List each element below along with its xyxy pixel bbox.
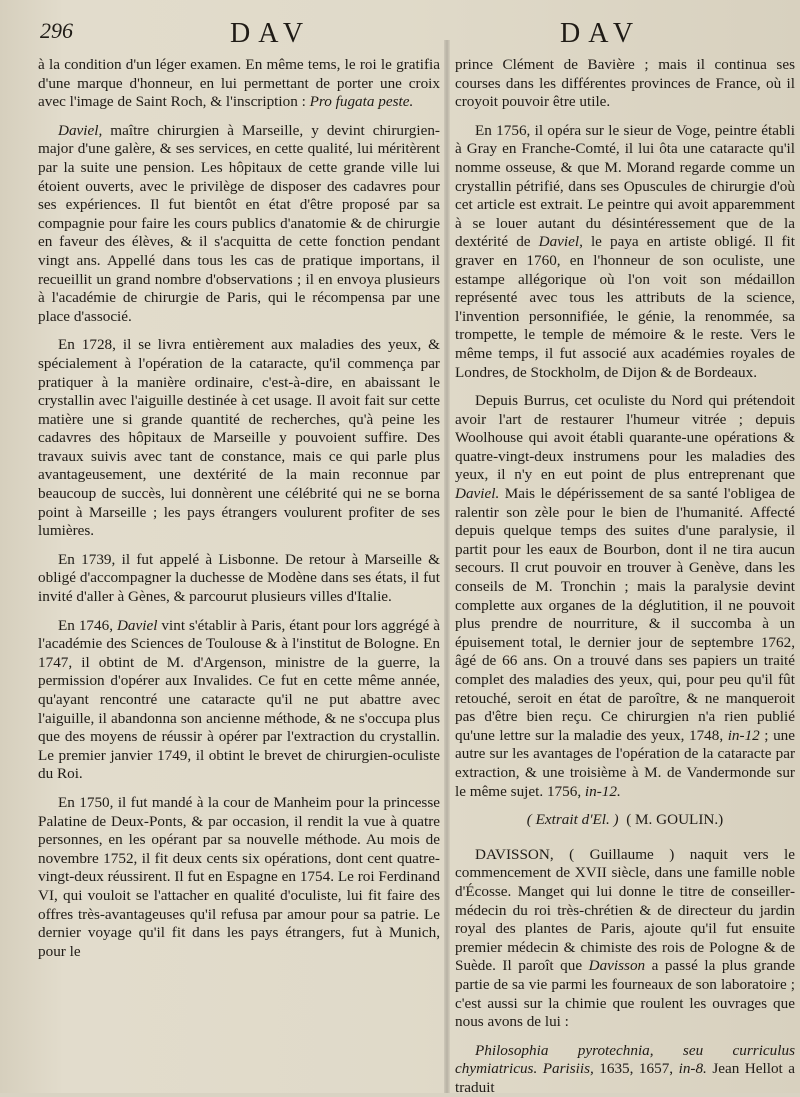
column-gutter — [444, 40, 450, 1093]
left-column — [38, 56, 440, 1086]
motto: Pro fugata peste. — [309, 93, 414, 111]
attribution — [455, 811, 795, 830]
author-signature: ( M. GOULIN.) — [626, 811, 724, 829]
person-name: Daviel, — [58, 121, 103, 139]
paragraph-1756: En 1756, il opéra sur le sieur de Voge, peintre établi à Gray en Franche-Comté, il lui ôta une cataracte qu'il nomme osseuse, & que M. Morand regarde comme un crystallin pétrifié, dans ses Opuscules de chirurgie d'où cet article est extrait. Le peintre qui avoit apparemment à se louer autant du désintéressement que de la dextérité de Daviel, le paya en artiste obligé. Il fit graver en 1760, en l'honneur de son oculiste, une estampe allégorique où l'on voit son médaillon représenté avec tous les attributs de la science, l'invention personnifiée, le génie, la renommée, sa trompette, le temple de mémoire & le reste. Vers le même temps, il fut associé aux académies royales de Londres, de Stockholm, de Dijon & de Bordeaux. — [455, 121, 795, 381]
paragraph-1739: En 1739, il fut appelé à Lisbonne. De retour à Marseille & obligé d'accompagner la duchesse de Modène dans ses états, il fut invité d'aller à Gènes, & parcourut plusieurs villes d'Italie. — [38, 550, 440, 606]
paragraph-1746: En 1746, Daviel vint s'établir à Paris, étant pour lors aggrégé à l'académie des Sciences de Toulouse & à l'institut de Bologne. En 1747, il obtint de M. d'Argenson, ministre de la guerre, la permission d'opérer aux Invalides. Ce fut en cette même année, qu'ayant rencontré une cataracte qu'il ne put abattre avec l'aiguille, il abandonna son ancienne méthode, & ne s'occupa plus que des moyens de réussir à opérer par l'extraction du crystallin. Le premier janvier 1749, il obtint le brevet de chirurgien-oculiste du Roi. — [38, 616, 440, 783]
person-name: Davisson — [588, 957, 646, 975]
paragraph-burrus: Depuis Burrus, cet oculiste du Nord qui prétendoit avoir l'art de restaurer l'humeur vitrée ; depuis Woolhouse qui avoit établi quarante-une opérations & quatre-vingt-deux instrumens pour les maladies des yeux, il n'y en eut point de plus entreprenant que Daviel. Mais le dépérissement de sa santé l'obligea de ralentir son zèle pour le bien de l'humanité. Affecté depuis quelque temps des suites d'une paralysie, il partit pour les eaux de Bourbon, dont il ne tira aucun secours. Il crut pouvoir en trouver à Genève, dans les conseils de M. Tronchin ; mais la paralysie devint complette aux organes de la déglutition, il ne pouvoit plus prendre de nourriture, & il succomba à un épuisement total, le dernier jour de septembre 1762, âgé de 66 ans. On a trouvé dans ses papiers un traité complet des maladies des yeux, qui, pour peu qu'il fût retouché, seroit en état de paroître, & ne manqueroit pas d'être bien reçu. Ce chirurgien n'a rien publié qu'une lettre sur la maladie des yeux, 1748, in-12 ; une autre sur les avantages de l'opération de la cataracte par extraction, & une troisième à M. de Vandermonde sur le même sujet. 1756, in-12. — [455, 392, 795, 800]
page-number: 296 — [40, 18, 73, 43]
paragraph-1750: En 1750, il fut mandé à la cour de Manheim pour la princesse Palatine de Deux-Ponts, & par occasion, il rendit la vue à quatre personnes, en les opérant par sa nouvelle méthode. Au mois de novembre 1752, il fit deux cents six opérations, dont cent quatre-vingt-deux réussirent. Il fut en Espagne en 1754. Le roi Ferdinand VI, qui vouloit se l'attacher en qualité d'oculiste, lui fit faire des offres très-avantageuses qu'il refusa par amour pour sa patrie. Le dernier voyage qu'il fit dans les pays étrangers, fut à Munich, pour le — [38, 793, 440, 960]
right-column — [455, 56, 795, 1096]
paragraph-daviel-marseille: Daviel, maître chirurgien à Marseille, y devint chirurgien-major d'une galère, & ses services, en cette qualité, lui méritèrent par la suite une pension. Les hôpitaux de cette grande ville lui étoient ouverts, avec le privilège de disposer des cadavres pour ses expériences. Il fut bientôt en état d'être proposé par sa compagnie pour faire les cours publics d'anatomie & de chirurgie en faveur des élèves, & il s'acquitta de cette fonction pendant vingt ans. Appellé dans tous les cas de pratique importans, il recueillit un grand nombre d'observations ; il en envoya plusieurs à l'académie de chirurgie de Paris, qui le récompensa par une place d'associé. — [38, 121, 440, 325]
person-name: Daviel, — [538, 233, 583, 251]
paragraph-1728: En 1728, il se livra entièrement aux maladies des yeux, & spécialement à l'opération de la cataracte, qu'il commença par pratiquer à la manière ordinaire, c'est-à-dire, en abaissant le crystallin avec l'aiguille destinée à cet usage. Il avoit fait sur cette matière une si grande quantité de recherches, qu'à peine les cadavres des hôpitaux de Marseille y pouvoient suffire. Des travaux suivis avec tant de constance, mais ce qui parle plus avantageusement, une dextérité de la main reconnue par beaucoup de succès, lui donnèrent une célébrité qui ne se borna point à Marseille ; les pays étrangers voulurent profiter de ses lumières. — [38, 336, 440, 540]
source-note: ( Extrait d'El. ) — [526, 811, 619, 829]
running-head-right: DAV — [560, 18, 642, 49]
person-name: Daviel — [116, 616, 158, 634]
paragraph-bibliography: Philosophia pyrotechnia, seu curriculus chymiatricus. Parisiis, 1635, 1657, in-8. Jean Hellot a traduit — [455, 1041, 795, 1096]
paragraph-continued: prince Clément de Bavière ; mais il continua ses courses dans les différentes provinces de France, où il croyoit pouvoir être utile. — [455, 56, 795, 111]
book-title: Philosophia pyrotechnia, seu curriculus chymiatricus. Parisiis, — [455, 1041, 795, 1078]
paragraph-davisson: DAVISSON, ( Guillaume ) naquit vers le commencement de XVII siècle, dans une famille noble d'Écosse. Manget qui lui donne le titre de conseiller-médecin du roi très-chrétien & de directeur du jardin royal des plantes de Paris, ajoute qu'il fut ensuite premier médecin & chimiste des rois de Pologne & de Suède. Il paroît que Davisson a passé la plus grande partie de sa vie parmi les fourneaux de son laboratoire ; c'est aussi sur la chimie que roulent les ouvrages que nous avons de lui : — [455, 845, 795, 1031]
paragraph-continued: à la condition d'un léger examen. En même tems, le roi le gratifia d'une marque d'honneur, en lui permettant de porter une croix avec l'image de Saint Roch, & l'inscription : Pro fugata peste. — [38, 56, 440, 111]
running-head-left: DAV — [230, 18, 312, 49]
person-name: Daviel. — [455, 485, 500, 503]
